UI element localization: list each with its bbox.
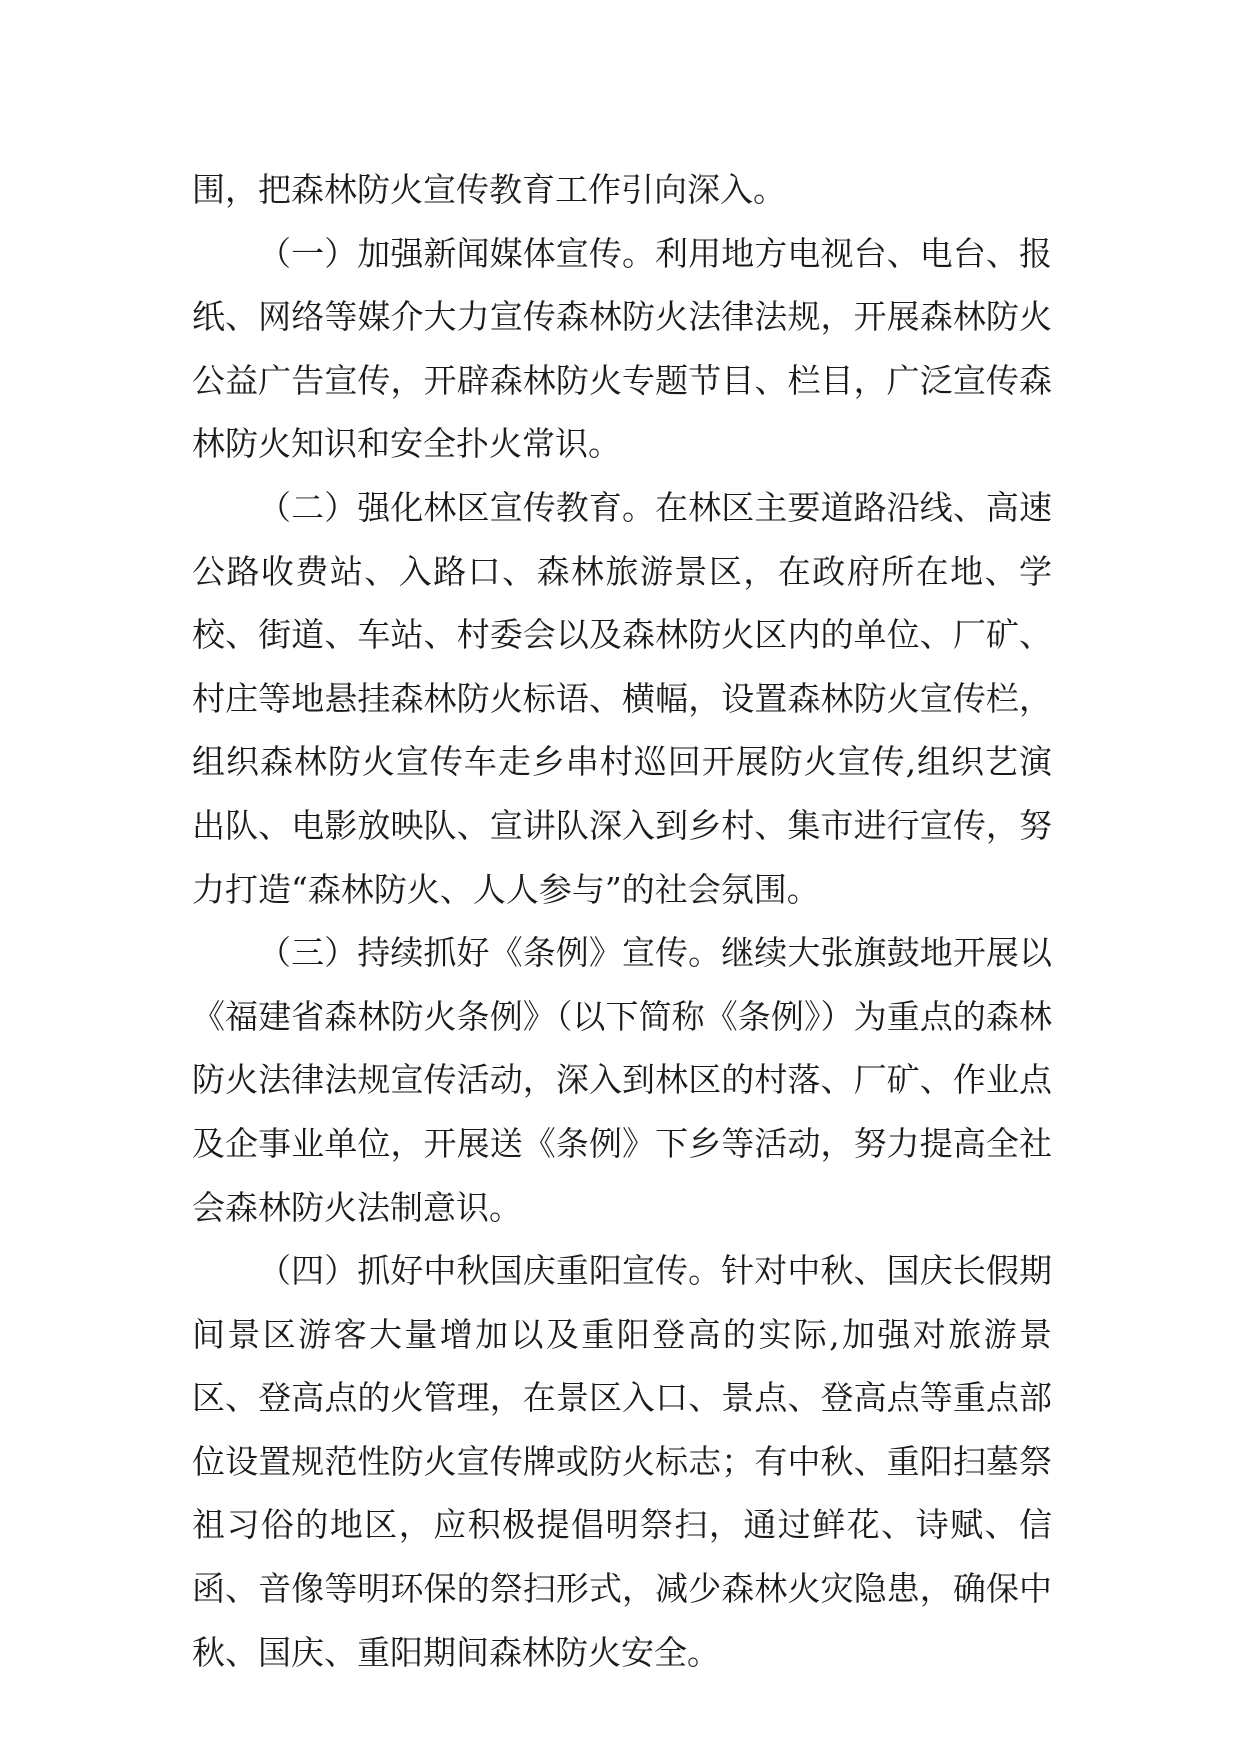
paragraph-continuation: 围，把森林防火宣传教育工作引向深入。 — [192, 170, 786, 209]
paragraph-regulations-publicity: （三）持续抓好《条例》宣传。继续大张旗鼓地开展以《福建省森林防火条例》（以下简称《条例》）为重点的森林防火法律法规宣传活动，深入到林区的村落、厂矿、作业点及企事业单位，开展送《条例》下乡等活动，努力提高全社会森林防火法制意识。 — [192, 933, 1052, 1227]
body-text — [192, 158, 1052, 1684]
paragraph-news-media: （一）加强新闻媒体宣传。利用地方电视台、电台、报纸、网络等媒介大力宣传森林防火法律法规，开展森林防火公益广告宣传，开辟森林防火专题节目、栏目，广泛宣传森林防火知识和安全扑火常识。 — [192, 233, 1052, 464]
paragraph-forest-area-education: （二）强化林区宣传教育。在林区主要道路沿线、高速公路收费站、入路口、森林旅游景区，在政府所在地、学校、街道、车站、村委会以及森林防火区内的单位、厂矿、村庄等地悬挂森林防火标语、横幅，设置森林防火宣传栏，组织森林防火宣传车走乡串村巡回开展防火宣传,组织艺演出队、电影放映队、宣讲队深入到乡村、集市进行宣传，努力打造“森林防火、人人参与”的社会氛围。 — [192, 487, 1052, 909]
paragraph-holiday-publicity: （四）抓好中秋国庆重阳宣传。针对中秋、国庆长假期间景区游客大量增加以及重阳登高的实际,加强对旅游景区、登高点的火管理，在景区入口、景点、登高点等重点部位设置规范性防火宣传牌或防火标志；有中秋、重阳扫墓祭祖习俗的地区，应积极提倡明祭扫，通过鲜花、诗赋、信函、音像等明环保的祭扫形式，减少森林火灾隐患，确保中秋、国庆、重阳期间森林防火安全。 — [192, 1251, 1052, 1672]
